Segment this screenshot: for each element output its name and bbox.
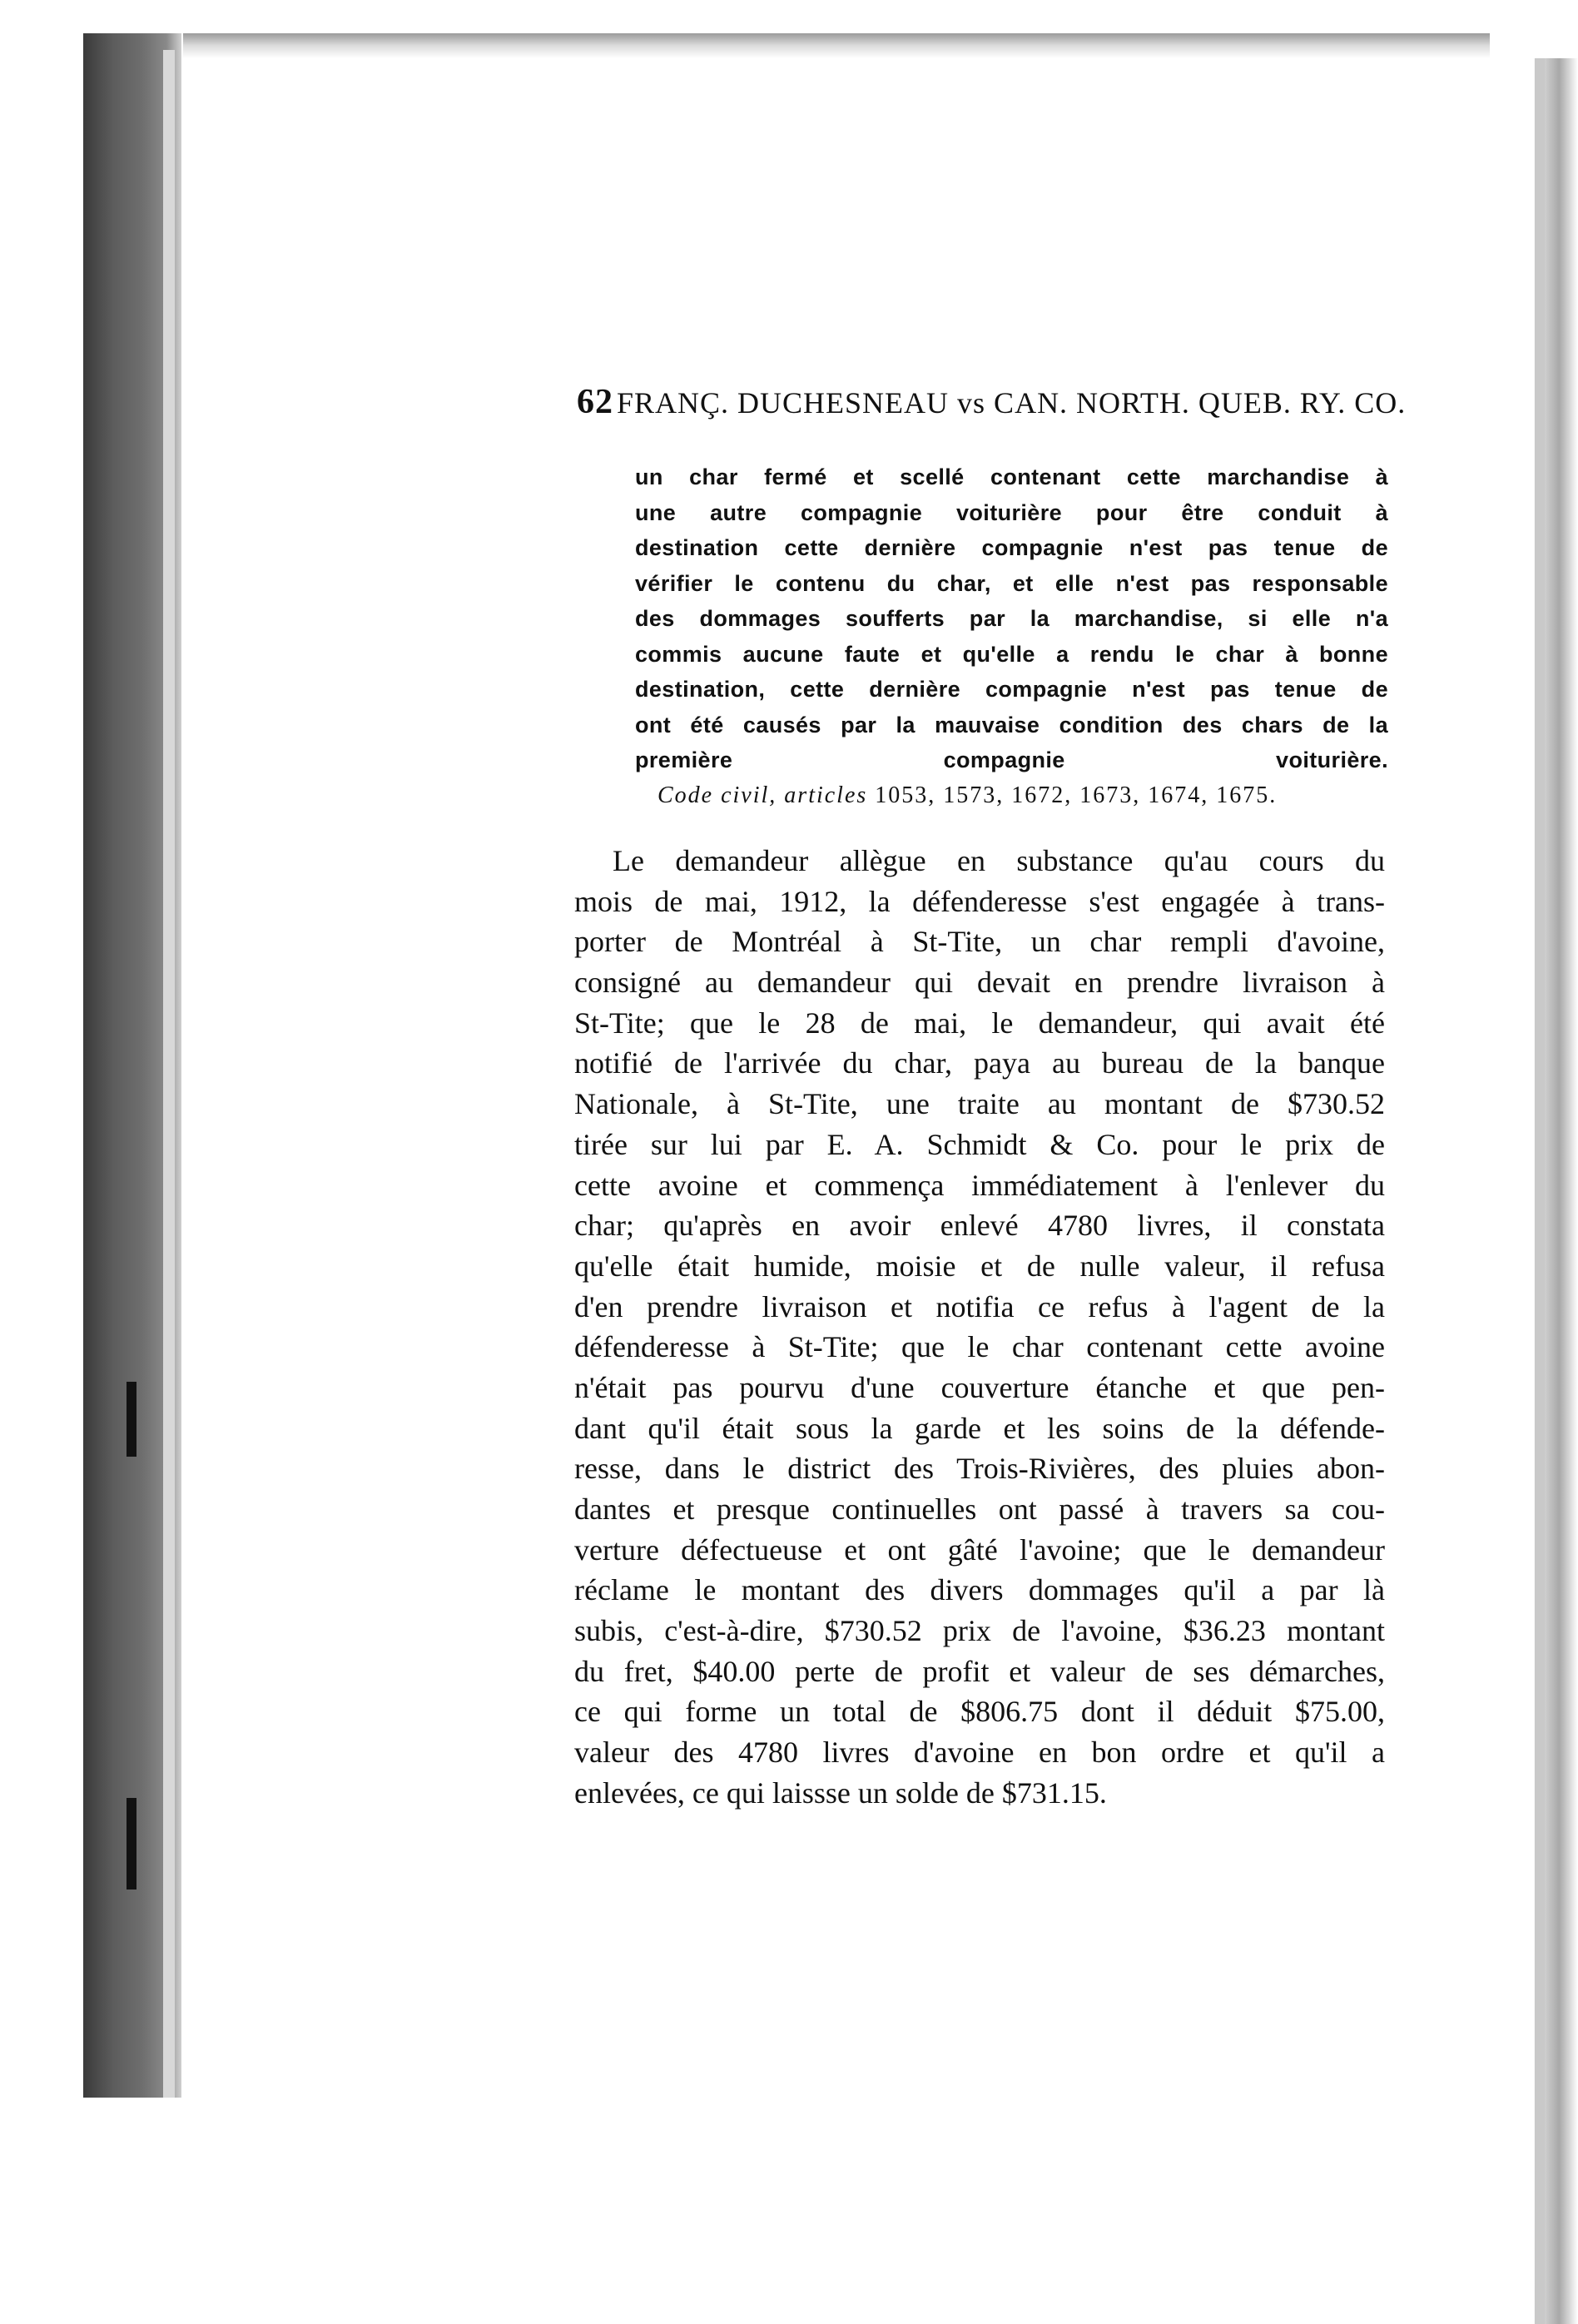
body-line: resse, dans le district des Trois-Rivières, des pluies abon- xyxy=(574,1452,1385,1486)
citation-label: Code civil, articles xyxy=(658,782,868,808)
page-binding-edge xyxy=(163,50,175,2098)
body-line: réclame le montant des divers dommages qu'il a par là xyxy=(574,1573,1385,1607)
headnote-line: une autre compagnie voiturière pour être conduit à xyxy=(635,499,1388,525)
scan-left-edge xyxy=(0,0,190,2324)
body-line: subis, c'est-à-dire, $730.52 prix de l'avoine, $36.23 montant xyxy=(574,1614,1385,1648)
headnote xyxy=(635,459,1388,778)
body-line: dant qu'il était sous la garde et les soins de la défende- xyxy=(574,1411,1385,1445)
page-edge-line xyxy=(1535,58,1545,2324)
body-line: défenderesse à St-Tite; que le char contenant cette avoine xyxy=(574,1330,1385,1364)
body-line: ce qui forme un total de $806.75 dont il déduit $75.00, xyxy=(574,1695,1385,1729)
body-line: d'en prendre livraison et notifia ce refus à l'agent de la xyxy=(574,1289,1385,1323)
headnote-line: première compagnie voiturière. xyxy=(635,747,1388,772)
code-citation xyxy=(658,782,1277,809)
running-head-title: FRANÇ. DUCHESNEAU vs CAN. NORTH. QUEB. RY. CO. xyxy=(617,386,1407,420)
body-line: notifié de l'arrivée du char, paya au bureau de la banque xyxy=(574,1046,1385,1080)
headnote-line: destination cette dernière compagnie n'est pas tenue de xyxy=(635,535,1388,560)
body-line: du fret, $40.00 perte de profit et valeur de ses démarches, xyxy=(574,1654,1385,1688)
body-line: Nationale, à St-Tite, une traite au montant de $730.52 xyxy=(574,1087,1385,1121)
body-line: cette avoine et commença immédiatement à l'enlever du xyxy=(574,1168,1385,1202)
body-line: dantes et presque continuelles ont passé à travers sa cou- xyxy=(574,1492,1385,1526)
body-line: enlevées, ce qui laissse un solde de $731.15. xyxy=(574,1775,1107,1810)
headnote-line: commis aucune faute et qu'elle a rendu le char à bonne xyxy=(635,641,1388,667)
body-line: St-Tite; que le 28 de mai, le demandeur, qui avait été xyxy=(574,1006,1385,1040)
body-paragraph xyxy=(574,841,1385,1814)
binding-mark xyxy=(127,1382,136,1457)
body-line: char; qu'après en avoir enlevé 4780 livres, il constata xyxy=(574,1209,1385,1243)
citation-articles: 1053, 1573, 1672, 1673, 1674, 1675. xyxy=(875,782,1278,808)
headnote-line: destination, cette dernière compagnie n'est pas tenue de xyxy=(635,677,1388,702)
body-line: mois de mai, 1912, la défenderesse s'est engagée à trans- xyxy=(574,884,1385,918)
page-number: 62 xyxy=(577,383,613,421)
body-line: qu'elle était humide, moisie et de nulle valeur, il refusa xyxy=(574,1249,1385,1283)
body-line: tirée sur lui par E. A. Schmidt & Co. pour le prix de xyxy=(574,1127,1385,1161)
scan-top-edge xyxy=(183,33,1490,58)
body-line: n'était pas pourvu d'une couverture étanche et que pen- xyxy=(574,1370,1385,1404)
headnote-line: un char fermé et scellé contenant cette marchandise à xyxy=(635,464,1388,489)
headnote-line: des dommages soufferts par la marchandise, si elle n'a xyxy=(635,606,1388,631)
body-line: Le demandeur allègue en substance qu'au cours du xyxy=(613,844,1385,877)
headnote-line: ont été causés par la mauvaise condition des chars de la xyxy=(635,712,1388,737)
body-line: consigné au demandeur qui devait en prendre livraison à xyxy=(574,966,1385,1000)
binding-mark xyxy=(127,1798,136,1889)
body-line: valeur des 4780 livres d'avoine en bon ordre et qu'il a xyxy=(574,1736,1385,1770)
body-line: porter de Montréal à St-Tite, un char rempli d'avoine, xyxy=(574,925,1385,959)
headnote-line: vérifier le contenu du char, et elle n'est pas responsable xyxy=(635,570,1388,596)
running-head xyxy=(577,385,1417,420)
body-line: verture défectueuse et ont gâté l'avoine; que le demandeur xyxy=(574,1532,1385,1567)
scan-right-edge xyxy=(1503,58,1578,2324)
